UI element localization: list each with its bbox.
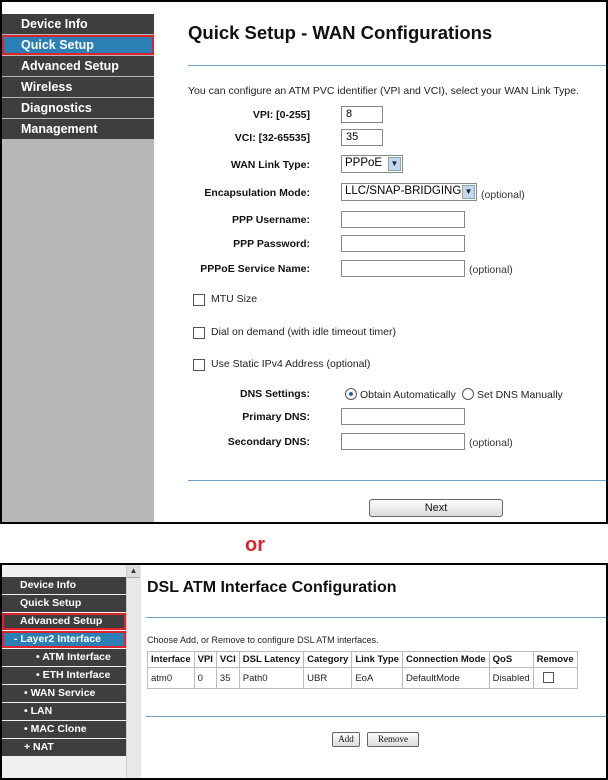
optional-hint: (optional): [469, 437, 513, 449]
sidebar-item-advanced-setup[interactable]: Advanced Setup: [2, 56, 154, 76]
mtu-size-label: MTU Size: [211, 293, 258, 305]
add-button[interactable]: Add: [332, 732, 360, 747]
wan-link-type-select[interactable]: [341, 155, 403, 173]
scroll-up-icon[interactable]: ▲: [127, 565, 140, 578]
secondary-dns-input[interactable]: [341, 433, 465, 450]
remove-button[interactable]: Remove: [367, 732, 419, 747]
sidebar-item-lan[interactable]: • LAN: [2, 703, 126, 720]
sidebar-item-layer2-interface[interactable]: - Layer2 Interface: [2, 631, 126, 648]
sidebar-item-quick-setup[interactable]: Quick Setup: [2, 35, 154, 55]
intro-text: You can configure an ATM PVC identifier (VPI and VCI), select your WAN Link Type.: [188, 85, 580, 97]
dns-manual-option[interactable]: [462, 388, 563, 401]
page-title: DSL ATM Interface Configuration: [147, 579, 397, 596]
dial-on-demand-label: Dial on demand (with idle timeout timer): [211, 326, 396, 338]
column-header: VCI: [216, 652, 239, 668]
pppoe-service-name-input[interactable]: [341, 260, 465, 277]
radio-selected-icon[interactable]: [345, 388, 357, 400]
column-header: Connection Mode: [402, 652, 489, 668]
column-header: Remove: [533, 652, 577, 668]
column-header: Interface: [148, 652, 195, 668]
table-cell: EoA: [352, 668, 403, 689]
divider: [146, 617, 606, 618]
table-cell: Path0: [239, 668, 303, 689]
or-separator: or: [245, 534, 265, 556]
remove-checkbox[interactable]: [543, 672, 554, 683]
static-ipv4-label: Use Static IPv4 Address (optional): [211, 358, 371, 370]
sidebar-item-advanced-setup[interactable]: Advanced Setup: [2, 613, 126, 630]
intro-text: Choose Add, or Remove to configure DSL ATM interfaces.: [147, 635, 379, 645]
table-cell: DefaultMode: [402, 668, 489, 689]
vpi-input[interactable]: 8: [341, 106, 383, 123]
ppp-username-label: PPP Username:: [231, 214, 310, 226]
table-row: [148, 668, 578, 689]
sidebar: [2, 565, 140, 778]
primary-dns-label: Primary DNS:: [242, 411, 310, 423]
table-cell: 35: [216, 668, 239, 689]
ppp-password-label: PPP Password:: [233, 238, 310, 250]
column-header: DSL Latency: [239, 652, 303, 668]
dns-manual-label: Set DNS Manually: [477, 389, 563, 401]
column-header: Category: [304, 652, 352, 668]
wan-link-type-value: PPPoE: [345, 157, 383, 169]
sidebar-item-eth-interface[interactable]: • ETH Interface: [2, 667, 126, 684]
chevron-down-icon: ▼: [388, 157, 401, 171]
encapsulation-mode-select[interactable]: [341, 183, 477, 201]
sidebar-item-quick-setup[interactable]: Quick Setup: [2, 595, 126, 612]
table-cell: atm0: [148, 668, 195, 689]
dns-settings-label: DNS Settings:: [239, 388, 310, 400]
scrollbar[interactable]: [126, 565, 141, 778]
column-header: VPI: [194, 652, 216, 668]
main-content: [142, 565, 606, 778]
chevron-down-icon: ▼: [462, 185, 475, 199]
sidebar-item-atm-interface[interactable]: • ATM Interface: [2, 649, 126, 666]
dial-on-demand-checkbox[interactable]: [193, 327, 205, 339]
table-cell: UBR: [304, 668, 352, 689]
ppp-password-input[interactable]: [341, 235, 465, 252]
divider: [146, 716, 606, 717]
wan-link-type-label: WAN Link Type:: [230, 159, 310, 171]
divider: [188, 65, 606, 66]
sidebar-item-mac-clone[interactable]: • MAC Clone: [2, 721, 126, 738]
page-title: Quick Setup - WAN Configurations: [188, 22, 493, 43]
radio-icon[interactable]: [462, 388, 474, 400]
dsl-atm-panel: [0, 563, 608, 780]
sidebar: [2, 2, 154, 522]
table-header-row: [148, 652, 578, 668]
sidebar-item-management[interactable]: Management: [2, 119, 154, 139]
column-header: QoS: [489, 652, 533, 668]
ppp-username-input[interactable]: [341, 211, 465, 228]
pppoe-service-name-label: PPPoE Service Name:: [200, 263, 310, 275]
secondary-dns-label: Secondary DNS:: [227, 436, 310, 448]
primary-dns-input[interactable]: [341, 408, 465, 425]
optional-hint: (optional): [469, 264, 513, 276]
divider: [188, 480, 606, 481]
column-header: Link Type: [352, 652, 403, 668]
sidebar-item-diagnostics[interactable]: Diagnostics: [2, 98, 154, 118]
dns-auto-label: Obtain Automatically: [360, 389, 456, 401]
table-cell: [533, 668, 577, 689]
mtu-size-checkbox[interactable]: [193, 294, 205, 306]
encapsulation-mode-value: LLC/SNAP-BRIDGING: [345, 185, 462, 197]
vci-label: VCI: [32-65535]: [234, 132, 310, 144]
atm-interface-table: [147, 651, 578, 689]
next-button[interactable]: Next: [369, 499, 503, 517]
sidebar-item-wireless[interactable]: Wireless: [2, 77, 154, 97]
table-cell: Disabled: [489, 668, 533, 689]
sidebar-item-wan-service[interactable]: • WAN Service: [2, 685, 126, 702]
sidebar-item-device-info[interactable]: Device Info: [2, 577, 126, 594]
vci-input[interactable]: 35: [341, 129, 383, 146]
vpi-label: VPI: [0-255]: [252, 109, 310, 121]
sidebar-item-device-info[interactable]: Device Info: [2, 14, 154, 34]
table-cell: 0: [194, 668, 216, 689]
dns-auto-option[interactable]: [345, 388, 456, 401]
sidebar-item-nat[interactable]: + NAT: [2, 739, 126, 756]
encapsulation-mode-label: Encapsulation Mode:: [204, 187, 310, 199]
main-content: [160, 2, 606, 522]
static-ipv4-checkbox[interactable]: [193, 359, 205, 371]
optional-hint: (optional): [481, 189, 525, 201]
